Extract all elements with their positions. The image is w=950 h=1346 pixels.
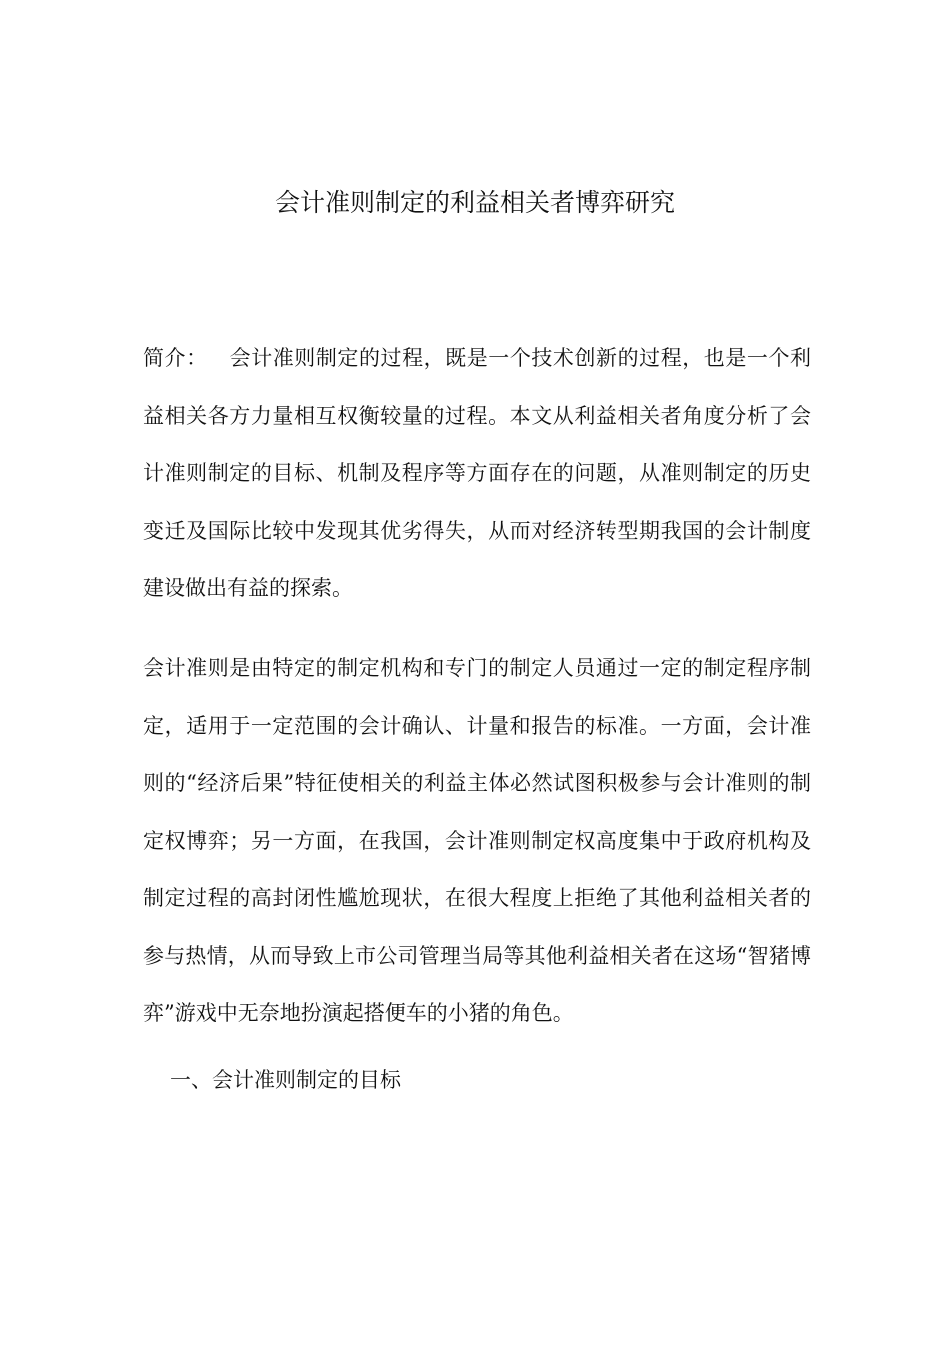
- abstract-text: 会计准则制定的过程，既是一个技术创新的过程，也是一个利益相关各方力量相互权衡较量的过程。本文从利益相关者角度分析了会计准则制定的目标、机制及程序等方面存在的问题，从准则制定的历史变迁及国际比较中发现其优劣得失，从而对经济转型期我国的会计制度建设做出有益的探索。: [143, 346, 811, 600]
- body-paragraph: 会计准则是由特定的制定机构和专门的制定人员通过一定的制定程序制定，适用于一定范围的会计确认、计量和报告的标准。一方面，会计准则的“经济后果”特征使相关的利益主体必然试图积极参与会计准则的制定权博弈；另一方面，在我国，会计准则制定权高度集中于政府机构及制定过程的高封闭性尴尬现状，在很大程度上拒绝了其他利益相关者的参与热情，从而导致上市公司管理当局等其他利益相关者在这场“智猪博弈”游戏中无奈地扮演起搭便车的小猪的角色。: [143, 656, 811, 1025]
- document-title: 会计准则制定的利益相关者博弈研究: [274, 188, 675, 217]
- abstract-label: 简介：: [143, 346, 208, 370]
- abstract-paragraph: [143, 330, 811, 618]
- section-heading: 一、会计准则制定的目标: [170, 1068, 401, 1092]
